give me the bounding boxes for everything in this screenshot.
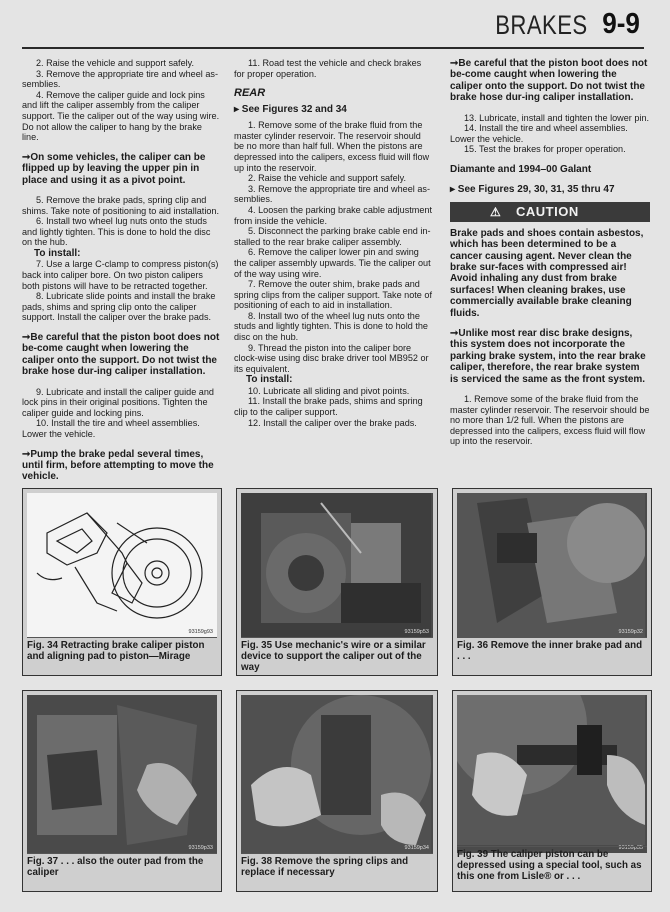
figure-code: 93159g93 xyxy=(188,629,213,635)
step-text: 14. Install the tire and wheel assemblies. Lower the vehicle. xyxy=(450,123,628,144)
step-text: 4. Loosen the parking brake cable adjustment from inside the vehicle. xyxy=(234,204,433,226)
figure-caption: Fig. 35 Use mechanic's wire or a similar device to support the caliper out of the way xyxy=(241,637,433,672)
step-text: 11. Road test the vehicle and check brakes for proper operation. xyxy=(234,58,422,79)
figure-caption: Fig. 36 Remove the inner brake pad and . . . xyxy=(457,637,647,672)
step-text: 8. Install two of the wheel lug nuts onto the studs and lightly tighten. This is done to hold the disc on the hub. xyxy=(234,310,428,343)
rear-heading: REAR xyxy=(234,87,266,100)
warning-icon: ⚠ xyxy=(490,204,501,219)
figure-code: 93159p33 xyxy=(188,845,213,851)
step-text: 7. Remove the outer shim, brake pads and spring clips from the caliper support. Take note of positioning of each to aid in installation. xyxy=(234,279,432,311)
note-text: ➞Pump the brake pedal several times, until firm, before attempting to move the vehicle. xyxy=(22,448,214,483)
figure-code: 93159p34 xyxy=(404,845,429,851)
caution-banner xyxy=(450,202,650,222)
caution-text: Brake pads and shoes contain asbestos, which has been determined to be a cancer causing agent. Never clean the brake sur-faces with compressed air! Avoid inhaling any dust from brake surfaces! When cleaning brakes, use commercially available brake cleaning fluids. xyxy=(450,227,644,319)
section-heading: Diamante and 1994–00 Galant xyxy=(450,164,592,175)
note-text: ➞On some vehicles, the caliper can be flipped up by leaving the upper pin in place and using it as a pivot point. xyxy=(22,151,206,186)
figure-photo xyxy=(241,493,433,637)
step-text: 5. Remove the brake pads, spring clip and shims. Take note of positioning to aid installation. xyxy=(22,194,219,216)
note-text: ➞Unlike most rear disc brake designs, this system does not incorporate the parking brake system, into the rear brake caliper, therefore, the rear brake system is serviced the same as the front system. xyxy=(450,328,646,385)
figure-caption: Fig. 38 Remove the spring clips and replace if necessary xyxy=(241,853,433,888)
step-text: 2. Raise the vehicle and support safely. xyxy=(36,58,195,68)
step-text: 9. Thread the piston into the caliper bore clock-wise using disc brake driver tool MB952 or its equivalent. xyxy=(234,342,429,374)
figure-38 xyxy=(236,690,438,892)
step-text: 1. Remove some of the brake fluid from the master cylinder reservoir. The reservoir should be no more than half full. When the pistons are depressed into the calipers, excess fluid will flow up into the reservoir. xyxy=(234,120,430,173)
step-text: 3. Remove the appropriate tire and wheel as-semblies. xyxy=(234,183,430,205)
figure-code: 93159p32 xyxy=(618,629,643,635)
fraction: 1/2 xyxy=(506,415,519,426)
step-text: 2. Raise the vehicle and support safely. xyxy=(248,173,407,184)
step-text: 6. Remove the caliper lower pin and swing the caliper assembly upwards. Tie the caliper out of the way using wire. xyxy=(234,247,431,279)
figure-photo xyxy=(457,493,647,637)
step-text: 5. Disconnect the parking brake cable end in-stalled to the rear brake caliper assembly. xyxy=(234,226,431,247)
step-text: 7. Use a large C-clamp to compress piston(s) back into caliper bore. On two piston calipers both pistons will have to be retracted together. xyxy=(22,259,219,291)
figure-34 xyxy=(22,488,222,676)
step-text: 10. Install the tire and wheel assemblies. Lower the vehicle. xyxy=(22,418,200,439)
install-heading: To install: xyxy=(34,247,81,259)
text-column-2 xyxy=(234,58,432,428)
step-text: 6. Install two wheel lug nuts onto the studs and lightly tighten. This is done to hold the disc on the hub. xyxy=(22,216,211,248)
step-text: 15. Test the brakes for proper operation. xyxy=(464,144,626,155)
install-heading: To install: xyxy=(246,374,293,386)
page-header xyxy=(0,0,670,52)
figure-caption: Fig. 39 The caliper piston can be depressed using a special tool, such as this one from Lisle® or . . . xyxy=(457,846,647,891)
figure-photo xyxy=(241,695,433,853)
figure-drawing xyxy=(27,493,217,637)
figure-photo xyxy=(27,695,217,853)
note-text: ➞Be careful that the piston boot does not be-come caught when lowering the caliper onto the support. Do not twist the brake hose dur-ing caliper installation. xyxy=(450,58,648,104)
header-rule xyxy=(22,47,644,49)
figure-37 xyxy=(22,690,222,892)
figure-code: 93159p53 xyxy=(404,629,429,635)
section-title: BRAKES xyxy=(495,10,588,40)
figure-35 xyxy=(236,488,438,676)
note-text: ➞Be careful that the piston boot does not be-come caught when lowering the caliper onto the support. Do not twist the brake hose dur-ing caliper installation. xyxy=(22,331,220,378)
caution-label: CAUTION xyxy=(516,203,579,219)
step-text: 13. Lubricate, install and tighten the lower pin. xyxy=(464,112,650,123)
figure-code: 93159p35 xyxy=(618,845,643,851)
page-number: 9-9 xyxy=(602,8,640,40)
step-text: 8. Lubricate slide points and install the brake pads, shims and spring clip onto the caliper support. Install the caliper over the brake pads. xyxy=(22,291,216,323)
figure-caption: Fig. 34 Retracting brake caliper piston and aligning pad to piston—Mirage xyxy=(27,637,217,672)
step-text: 1. Remove some of the brake fluid from the master cylinder reservoir. The reservoir should be no more than 1/2 full. When the pistons are depressed into the calipers, excess fluid will flow up into the reservoir. xyxy=(450,394,650,447)
text-column-1 xyxy=(22,58,220,483)
text-column-3 xyxy=(450,58,650,447)
figure-caption: Fig. 37 . . . also the outer pad from the caliper xyxy=(27,853,217,888)
figure-39 xyxy=(452,690,652,892)
see-figures: ▸ See Figures 32 and 34 xyxy=(234,103,347,115)
see-figures: ▸ See Figures 29, 30, 31, 35 thru 47 xyxy=(450,184,615,196)
figure-36 xyxy=(452,488,652,676)
step-text: 3. Remove the appropriate tire and wheel as-semblies. xyxy=(22,68,218,90)
step-text: 10. Lubricate all sliding and pivot points. xyxy=(248,385,410,396)
step-text: 4. Remove the caliper guide and lock pins and lift the caliper assembly from the caliper support. Tie the caliper out of the way using wire. Do not allow the caliper to hang by the brake line. xyxy=(22,89,220,143)
step-text: 11. Install the brake pads, shims and spring clip to the caliper support. xyxy=(234,396,423,418)
figure-photo xyxy=(457,695,647,853)
step-text: 9. Lubricate and install the caliper guide and lock pins in their original positions. Tighten the caliper guide and locking pins. xyxy=(22,386,214,418)
step-text: 12. Install the caliper over the brake pads. xyxy=(248,417,417,428)
